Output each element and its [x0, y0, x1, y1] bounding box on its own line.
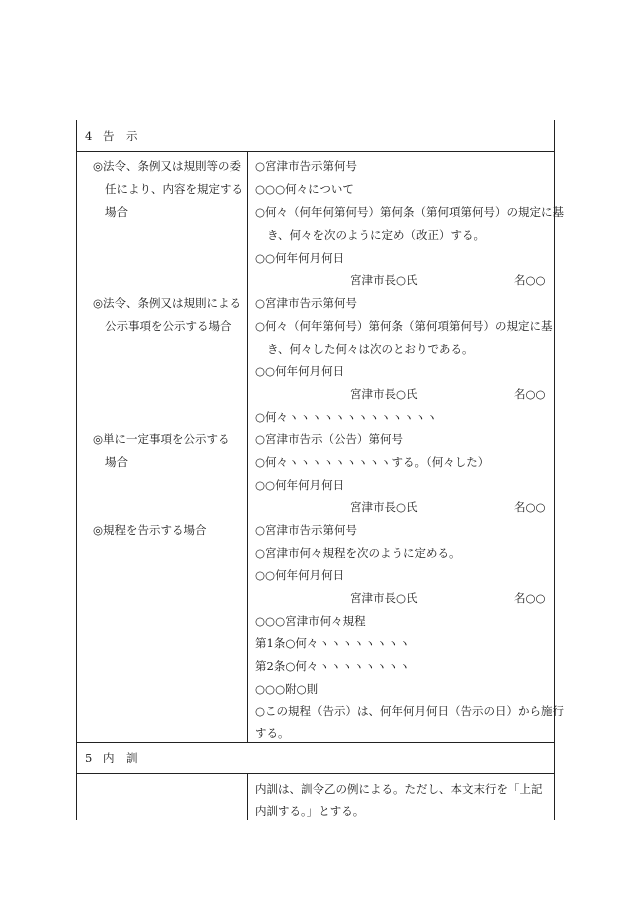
entry-4-text-line: ○宮津市告示第何号 [255, 523, 358, 537]
section-5-title: 内 訓 [103, 751, 138, 765]
entry-4-text-line: ○○○宮津市何々規程 [255, 614, 366, 628]
entry-4-text-line: ○宮津市何々規程を次のように定める。 [255, 546, 461, 560]
entry-2-text-line: ○何々（何年第何号）第何条（第何項第何号）の規定に基 [255, 319, 553, 333]
row-line-2 [76, 742, 555, 743]
entry-2-signature-name: 名○○ [514, 387, 546, 401]
entry-4-text-line: ○○○附○則 [255, 682, 319, 696]
entry-4-label-line: ◎規程を告示する場合 [93, 523, 207, 537]
column-divider-5 [247, 773, 248, 820]
section-5-text-line: 内訓する。」とする。 [255, 804, 365, 818]
entry-3-signature-title: 宮津市長○氏 [350, 500, 418, 514]
table-left-border [76, 120, 77, 820]
entry-3-text-line: ○何々ヽヽヽヽヽヽヽヽヽする。（何々した） [255, 455, 490, 469]
entry-4-signature-title: 宮津市長○氏 [350, 591, 418, 605]
row-line-1 [76, 151, 555, 152]
entry-3-signature-name: 名○○ [514, 500, 546, 514]
section-5-number: 5 [85, 751, 93, 765]
column-divider-4 [247, 151, 248, 742]
row-line-3 [76, 773, 555, 774]
section-4-number: 4 [85, 129, 93, 143]
entry-4-text-line: する。 [255, 726, 290, 740]
entry-4-text-line: ○○何年何月何日 [255, 568, 345, 582]
entry-1-signature-title: 宮津市長○氏 [350, 273, 418, 287]
entry-1-label-line: 任により、内容を規定する [105, 182, 243, 196]
entry-2-text-line: ○○何年何月何日 [255, 364, 345, 378]
entry-2-text-line: き、何々した何々は次のとおりである。 [267, 342, 474, 356]
entry-2-label-line: 公示事項を公示する場合 [105, 319, 232, 333]
entry-2-text-line: ○何々ヽヽヽヽヽヽヽヽヽヽヽヽヽ [255, 410, 438, 424]
entry-3-label-line: 場合 [105, 455, 128, 469]
entry-1-text-line: き、何々を次のように定め（改正）する。 [267, 228, 486, 242]
section-4-title: 告 示 [103, 129, 138, 143]
entry-1-label-line: 場合 [105, 205, 128, 219]
entry-1-signature-name: 名○○ [514, 273, 546, 287]
entry-1-text-line: ○○○何々について [255, 182, 354, 196]
entry-2-label-line: ◎法令、条例又は規則による [93, 296, 242, 310]
entry-1-text-line: ○○何年何月何日 [255, 251, 345, 265]
entry-4-text-line: ○この規程（告示）は、何年何月何日（告示の日）から施行 [255, 704, 565, 718]
entry-3-text-line: ○宮津市告示（公告）第何号 [255, 432, 404, 446]
entry-4-signature-name: 名○○ [514, 591, 546, 605]
entry-3-label-line: ◎単に一定事項を公示する [93, 432, 230, 446]
entry-2-text-line: ○宮津市告示第何号 [255, 296, 358, 310]
entry-4-text-line: 第2条○何々ヽヽヽヽヽヽヽヽ [255, 659, 411, 673]
entry-3-text-line: ○○何年何月何日 [255, 478, 345, 492]
entry-4-text-line: 第1条○何々ヽヽヽヽヽヽヽヽ [255, 636, 411, 650]
section-5-text-line: 内訓は、訓令乙の例による。ただし、本文末行を「上記 [255, 782, 543, 796]
entry-1-label-line: ◎法令、条例又は規則等の委 [93, 159, 242, 173]
entry-1-text-line: ○宮津市告示第何号 [255, 159, 358, 173]
entry-2-signature-title: 宮津市長○氏 [350, 387, 418, 401]
entry-1-text-line: ○何々（何年何第何号）第何条（第何項第何号）の規定に基 [255, 205, 565, 219]
